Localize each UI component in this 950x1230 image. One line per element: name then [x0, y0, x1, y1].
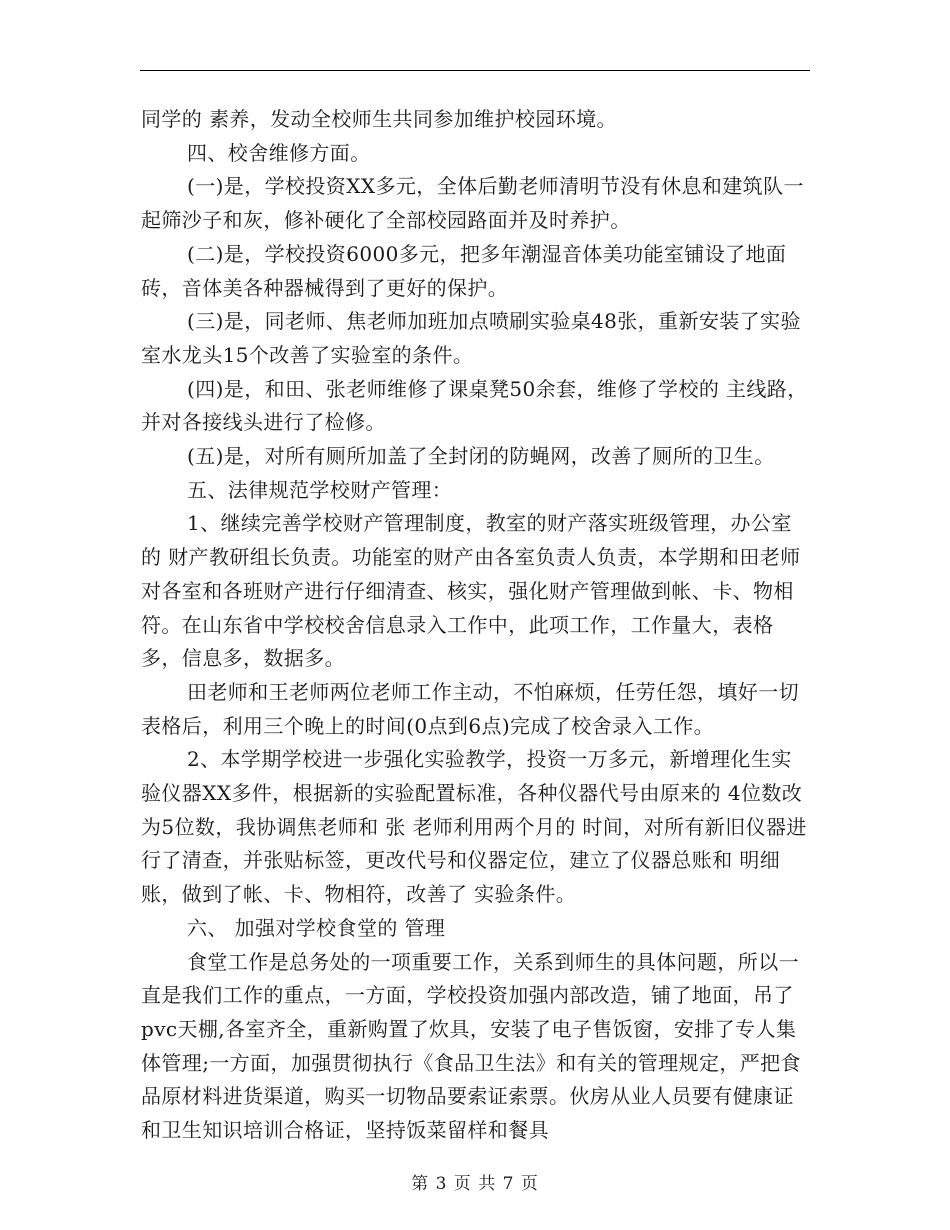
paragraph: 1、继续完善学校财产管理制度，教室的财产落实班级管理，办公室的 财产教研组长负责。功能室的财产由各室负责人负责，本学期和田老师对各室和各班财产进行仔细清查、核实，强化财产管理做到帐、卡、物相符。在山东省中学校校舍信息录入工作中，此项工作，工作量大，表格多，信息多，数据多。	[141, 511, 801, 671]
paragraph: (三)是，同老师、焦老师加班加点喷刷实验桌48张，重新安装了实验室水龙头15个改善了实验室的条件。	[141, 309, 801, 367]
paragraph: (一)是，学校投资XX多元，全体后勤老师清明节没有休息和建筑队一起筛沙子和灰，修补硬化了全部校园路面并及时养护。	[141, 174, 804, 233]
paragraph: 同学的 素养，发动全校师生共同参加维护校园环境。	[141, 107, 617, 131]
paragraph: 六、 加强对学校食堂的 管理	[187, 915, 446, 940]
paragraph: 五、法律规范学校财产管理：	[187, 477, 453, 502]
header-rule	[140, 70, 810, 71]
paragraph: (四)是，和田、张老师维修了课桌凳50余套，维修了学校的 主线路，并对各接线头进行了检修。	[141, 376, 808, 435]
document-body	[141, 103, 810, 1148]
paragraph: 食堂工作是总务处的一项重要工作，关系到师生的具体问题，所以一直是我们工作的重点，一方面，学校投资加强内部改造，铺了地面，吊了pvc天棚,各室齐全，重新购置了炊具，安装了电子售饭窗，安排了专人集体管理;一方面，加强贯彻执行《食品卫生法》和有关的管理规定，严把食品原材料进货渠道，购买一切物品要索证索票。伙房从业人员要有健康证和卫生知识培训合格证，坚持饭菜留样和餐具	[141, 949, 801, 1143]
paragraph: 四、校舍维修方面。	[187, 140, 371, 165]
paragraph: (五)是，对所有厕所加盖了全封闭的防蝇网，改善了厕所的卫生。	[187, 444, 775, 469]
paragraph: 田老师和王老师两位老师工作主动，不怕麻烦，任劳任怨，填好一切表格后，利用三个晚上的时间(0点到6点)完成了校舍录入工作。	[141, 679, 799, 738]
paragraph: (二)是，学校投资6000多元，把多年潮湿音体美功能室铺设了地面砖，音体美各种器械得到了更好的保护。	[141, 241, 787, 300]
page-footer: 第 3 页 共 7 页	[411, 1174, 539, 1194]
paragraph: 2、本学期学校进一步强化实验教学，投资一万多元，新增理化生实验仪器XX多件，根据新的实验配置标准，各种仪器代号由原来的 4位数改为5位数，我协调焦老师和 张 老师利用两个月的 时间，对所有新旧仪器进行了清查，并张贴标签，更改代号和仪器定位，建立了仪器总账和 明细账，做到了帐、卡、物相符，改善了 实验条件。	[141, 747, 807, 907]
